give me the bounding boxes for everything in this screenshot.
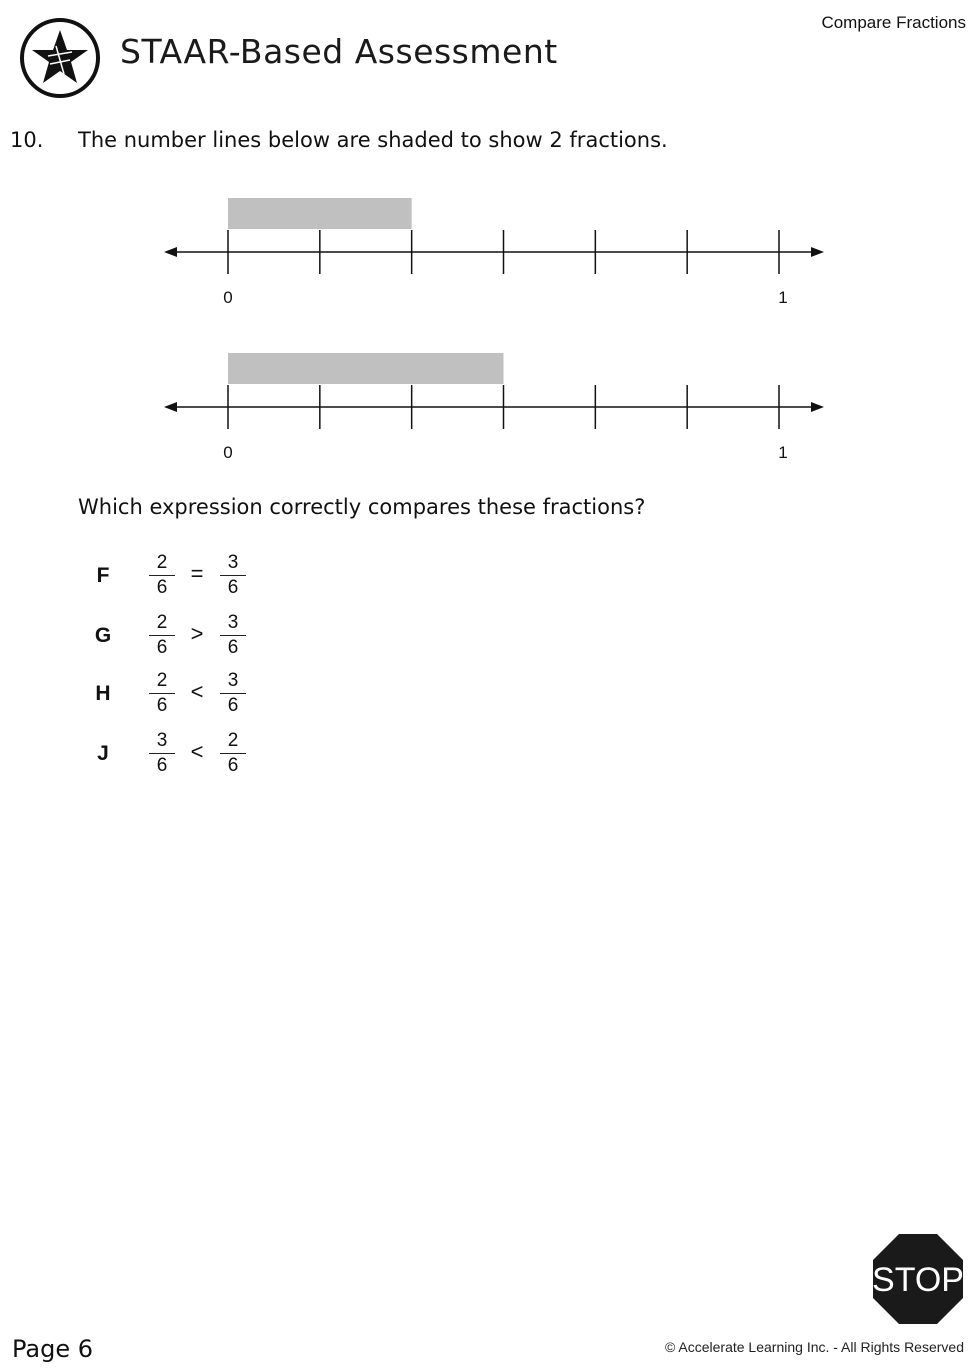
- choice-letter: H: [95, 682, 111, 705]
- number-line-1: [164, 198, 824, 307]
- comparison-operator: >: [190, 621, 204, 646]
- comparison-operator: =: [190, 561, 204, 586]
- comparison-operator: <: [190, 679, 204, 704]
- left-fraction: $\frac{3}{6}$: [149, 730, 175, 777]
- comparison-operator: <: [190, 739, 204, 764]
- left-fraction: $\frac{2}{6}$: [149, 552, 175, 599]
- start-label: 0: [223, 443, 233, 462]
- sub-prompt: Which expression correctly compares these fractions?: [78, 495, 646, 519]
- right-arrow-icon: [811, 247, 824, 257]
- choice-h[interactable]: [88, 670, 288, 724]
- choice-letter: J: [97, 742, 109, 765]
- stop-sign-icon: [872, 1233, 964, 1325]
- right-fraction: $\frac{2}{6}$: [220, 730, 246, 777]
- topic-label: Compare Fractions: [821, 13, 966, 32]
- brand-title: STAAR-Based Assessment: [120, 32, 558, 71]
- stop-label: STOP: [872, 1261, 964, 1299]
- star-logo-icon: [18, 16, 102, 100]
- choice-letter: G: [94, 624, 112, 647]
- copyright-notice: © Accelerate Learning Inc. - All Rights Reserved: [664, 1339, 964, 1355]
- question-prompt: The number lines below are shaded to show 2 fractions.: [78, 128, 668, 152]
- question-number: 10.: [10, 128, 44, 152]
- left-fraction: $\frac{2}{6}$: [149, 612, 175, 659]
- left-arrow-icon: [164, 402, 177, 412]
- start-label: 0: [223, 288, 233, 307]
- end-label: 1: [778, 288, 788, 307]
- shaded-bar: [228, 353, 504, 384]
- right-fraction: $\frac{3}{6}$: [220, 612, 246, 659]
- number-line-2: [164, 353, 824, 462]
- left-fraction: $\frac{2}{6}$: [149, 670, 175, 717]
- left-arrow-icon: [164, 247, 177, 257]
- page-number: Page 6: [12, 1335, 93, 1363]
- number-lines-figure: [0, 180, 978, 480]
- choice-f[interactable]: [88, 552, 288, 606]
- shaded-bar: [228, 198, 412, 229]
- choice-letter: F: [96, 564, 110, 587]
- right-fraction: $\frac{3}{6}$: [220, 552, 246, 599]
- choice-g[interactable]: [88, 612, 288, 666]
- end-label: 1: [778, 443, 788, 462]
- right-arrow-icon: [811, 402, 824, 412]
- choice-j[interactable]: [88, 730, 288, 784]
- right-fraction: $\frac{3}{6}$: [220, 670, 246, 717]
